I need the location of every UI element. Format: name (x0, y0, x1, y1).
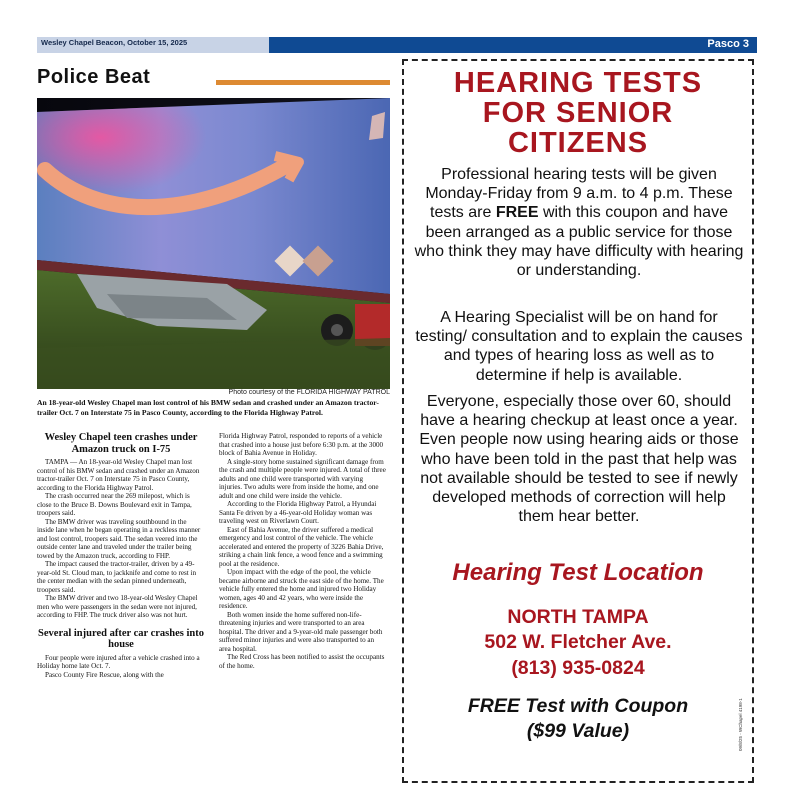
publication-date: Wesley Chapel Beacon, October 15, 2025 (41, 38, 188, 47)
page-number: Pasco 3 (707, 38, 749, 50)
ad-p1-text: Professional hearing tests will be given Monday-Friday from 9 a.m. to 4 p.m. These tests are (425, 166, 733, 222)
article2-paragraph: Both women inside the home suffered non-life-threatening injuries and were transported to an area hospital. The driver and a 9-year-old male passenger both suffered minor injuries and were also transported to an area hospital. (219, 610, 383, 653)
article-column-2 (219, 432, 387, 670)
crash-photo (37, 98, 390, 389)
section-title: Police Beat (37, 66, 151, 88)
ad-paragraph-2: A Hearing Specialist will be on hand for testing/ consultation and to explain the causes and types of hearing loss as well as to determine if help is available. (415, 309, 743, 384)
article-column-1 (37, 432, 205, 679)
ad-free-emphasis: FREE (495, 204, 539, 222)
article2-paragraph: A single-story home sustained significant damage from the crash and multiple people were injured. A total of three adults and one child were transported with varying injuries. Two adults were from inside the home, and one adult and one child were inside the vehicle. (219, 457, 386, 500)
article1-paragraph: The BMW driver was traveling southbound in the inside lane when he began operating in a reckless manner and lost control, troopers said. The sedan veered into the outside center lane and traveled under the trailer being towed by the Amazon truck, according to FHP. (37, 517, 201, 560)
hearing-test-ad (402, 59, 754, 783)
article1-paragraph: The BMW driver and two 18-year-old Wesley Chapel men who were passengers in the sedan were not injured, according to FHP. The truck driver also was not hurt. (37, 594, 198, 620)
article1-paragraph: The impact caused the tractor-trailer, driven by a 49-year-old St. Cloud man, to jackknife and come to rest in the center median with the sedan pinned underneath, troopers said. (37, 560, 197, 594)
article2-paragraph: Upon impact with the edge of the pool, the vehicle became airborne and struck the east side of the home. The vehicle fully entered the home and injured two Holiday women, ages 40 and 42 years, who were inside the residence. (219, 568, 384, 610)
header-band-right (269, 37, 757, 53)
section-rule (216, 80, 390, 85)
coupon-offer: FREE Test with Coupon (467, 695, 689, 717)
article2-paragraph: East of Bahia Avenue, the driver suffered a medical emergency and lost control of the vehicle. The vehicle accelerated and entered the property of 3226 Bahia Drive, striking a chain link fence, a wood fence and a swimming pool at the residence. (219, 525, 384, 568)
article2-paragraph: Pasco County Fire Rescue, along with the (45, 670, 164, 679)
page-header (37, 37, 757, 53)
ad-code: 09/8/25 - WChapel 4198-1 (738, 698, 743, 751)
article2-paragraph: The Red Cross has been notified to assist the occupants of the home. (219, 653, 385, 670)
article1-paragraph: The crash occurred near the 269 milepost, which is close to the Bruce B. Downs Boulevard exit in Tampa, troopers said. (37, 492, 192, 518)
ad-paragraph-1 (414, 165, 744, 280)
location-address: 502 W. Fletcher Ave. (484, 631, 672, 653)
truck-crash-illustration (37, 98, 390, 389)
ad-title (404, 69, 752, 159)
location-name: NORTH TAMPA (507, 606, 649, 628)
article2-headline: Several injured after car crashes into house (38, 627, 204, 651)
article2-paragraph: Four people were injured after a vehicle crashed into a Holiday home late Oct. 7. (37, 653, 200, 671)
article2-paragraph: Florida Highway Patrol, responded to reports of a vehicle that crashed into a house just before 6:30 p.m. at the 3000 block of Bahia Avenue in Holiday. (219, 432, 384, 457)
ad-paragraph-3: Everyone, especially those over 60, should have a hearing checkup at least once a year. Even people now using hearing aids or those who have been told in the past that help was not available should be tested to see if newly developed methods of correction will help them hear better. (419, 393, 739, 526)
location-heading: Hearing Test Location (452, 559, 704, 586)
header-band-left (37, 37, 269, 53)
photo-caption: An 18-year-old Wesley Chapel man lost control of his BMW sedan and crashed under an Amazon tractor-trailer Oct. 7 on Interstate 75 in Pasco County, according to the Florida Highway Patrol. (37, 398, 379, 417)
article2-paragraph: According to the Florida Highway Patrol, a Hyundai Santa Fe driven by a 46-year-old Holiday woman was traveling west on Riverlawn Court. (219, 500, 377, 525)
ad-p1-text-end: with this coupon and have been arranged as a public service for those who think they may have difficulty with hearing or understanding. (414, 204, 744, 279)
coupon-value: ($99 Value) (526, 720, 630, 742)
article1-paragraph: TAMPA — An 18-year-old Wesley Chapel man lost control of his BMW sedan and crashed under an Amazon tractor-trailer Oct. 7 on Interstate 75 in Pasco County, according to the Florida Highway Patrol. (37, 458, 200, 492)
location-phone[interactable]: (813) 935-0824 (511, 657, 645, 679)
ad-title-text: HEARING TESTS FOR SENIOR CITIZENS (453, 67, 703, 159)
photo-credit: Photo courtesy of the FLORIDA HIGHWAY PATROL (228, 389, 390, 396)
article1-headline: Wesley Chapel teen crashes under Amazon truck on I-75 (44, 432, 198, 455)
